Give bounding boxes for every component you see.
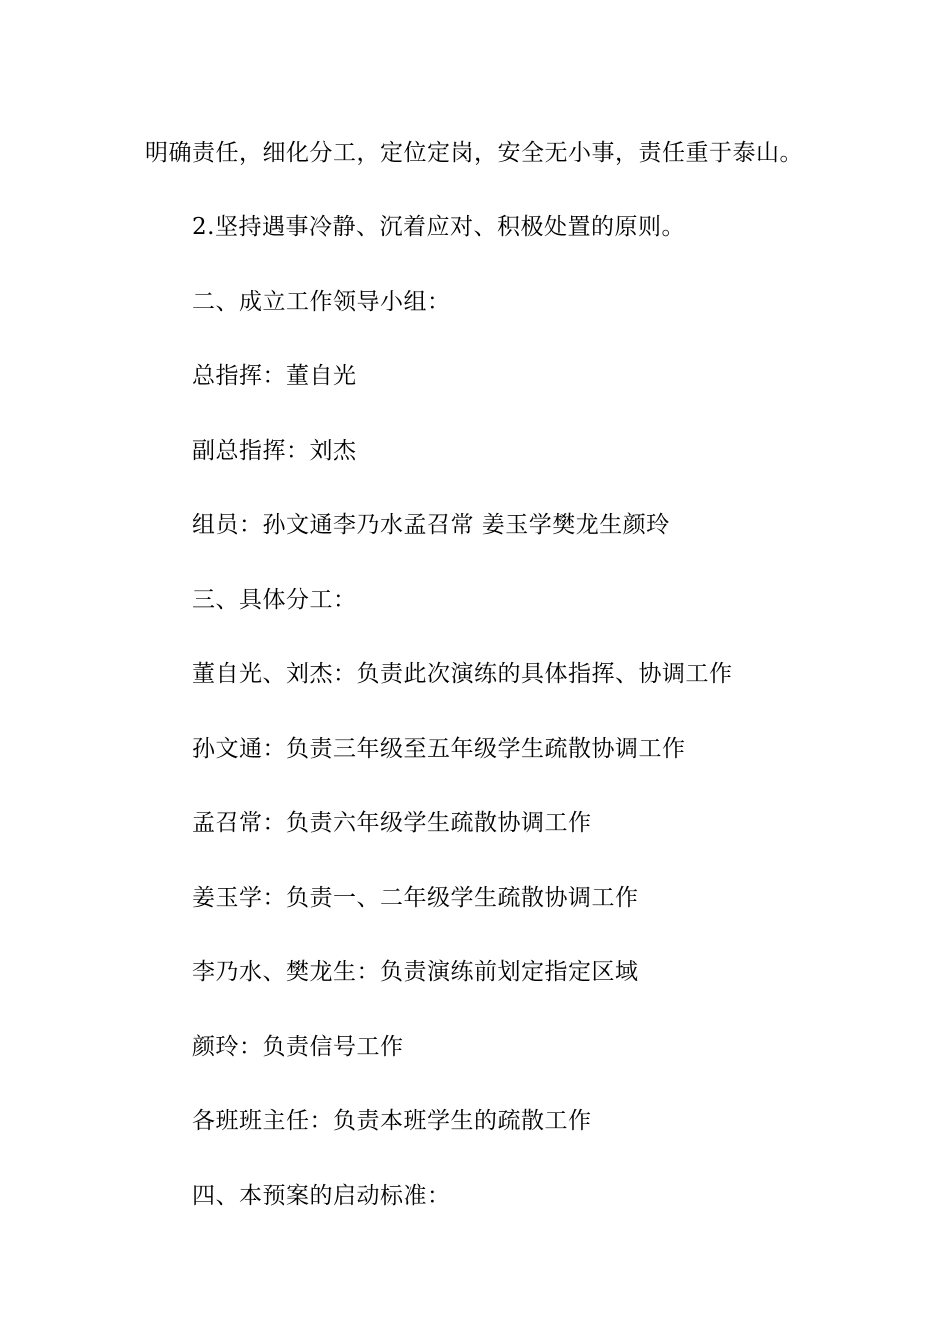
duty-line-6: 颜玲：负责信号工作 bbox=[192, 1034, 404, 1060]
section-heading-3: 三、具体分工： bbox=[192, 587, 357, 613]
text-line-commander: 总指挥：董自光 bbox=[192, 363, 357, 389]
duty-line-2: 孙文通：负责三年级至五年级学生疏散协调工作 bbox=[192, 736, 686, 762]
duty-line-4: 姜玉学：负责一、二年级学生疏散协调工作 bbox=[192, 885, 639, 911]
duty-line-1: 董自光、刘杰：负责此次演练的具体指挥、协调工作 bbox=[192, 661, 733, 687]
section-heading-2: 二、成立工作领导小组： bbox=[192, 289, 451, 315]
text-line-2: 2.坚持遇事冷静、沉着应对、积极处置的原则。 bbox=[192, 214, 685, 240]
text-line-members: 组员：孙文通李乃水孟召常 姜玉学樊龙生颜玲 bbox=[192, 512, 670, 538]
duty-line-3: 孟召常：负责六年级学生疏散协调工作 bbox=[192, 810, 592, 836]
duty-line-5: 李乃水、樊龙生：负责演练前划定指定区域 bbox=[192, 959, 639, 985]
text-line-1: 明确责任，细化分工，定位定岗，安全无小事，责任重于泰山。 bbox=[145, 140, 803, 166]
section-heading-4: 四、本预案的启动标准： bbox=[192, 1183, 451, 1209]
text-line-deputy-commander: 副总指挥：刘杰 bbox=[192, 438, 357, 464]
duty-line-7: 各班班主任：负责本班学生的疏散工作 bbox=[192, 1108, 592, 1134]
